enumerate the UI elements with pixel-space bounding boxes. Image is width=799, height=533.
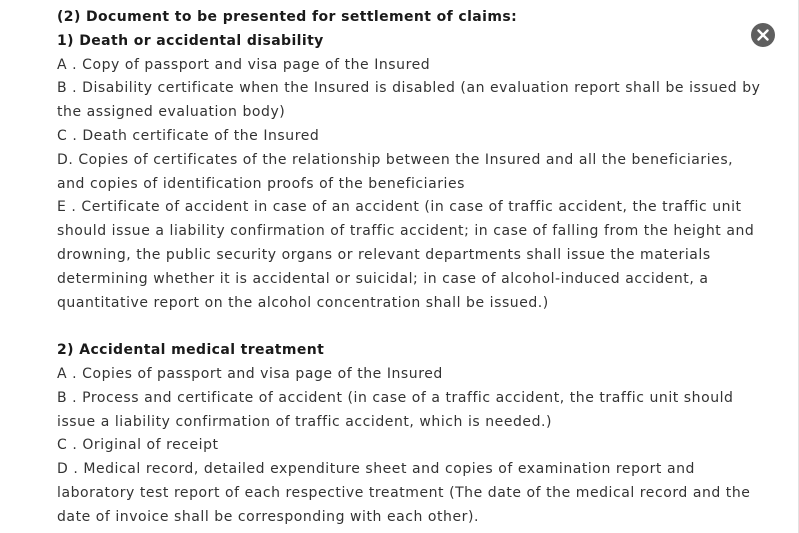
medical-item-a: A . Copies of passport and visa page of the Insured (57, 365, 443, 382)
death-item-e-cont-3: determining whether it is accidental or suicidal; in case of alcohol-induced accident, a (57, 270, 709, 287)
death-item-c: C . Death certificate of the Insured (57, 127, 320, 144)
death-item-b-cont: the assigned evaluation body) (57, 104, 286, 121)
death-item-e-cont-4: quantitative report on the alcohol concentration shall be issued.) (57, 294, 549, 311)
death-item-e: E . Certificate of accident in case of an accident (in case of traffic accident, the traffic unit (57, 199, 742, 216)
death-item-d-cont: and copies of identification proofs of the beneficiaries (57, 175, 465, 192)
medical-item-c: C . Original of receipt (57, 437, 219, 454)
medical-item-d: D . Medical record, detailed expenditure sheet and copies of examination report and (57, 461, 695, 478)
death-item-d: D. Copies of certificates of the relationship between the Insured and all the beneficiaries, (57, 151, 734, 168)
death-item-e-cont-1: should issue a liability confirmation of traffic accident; in case of falling from the height and (57, 223, 755, 240)
section-title: (2) Document to be presented for settlement of claims: (57, 9, 518, 25)
death-item-a: A . Copy of passport and visa page of the Insured (57, 56, 431, 73)
medical-treatment-heading: 2) Accidental medical treatment (57, 342, 325, 359)
death-item-e-cont-2: drowning, the public security organs or relevant departments shall issue the materials (57, 246, 711, 263)
close-button[interactable] (751, 23, 775, 47)
close-icon (751, 23, 775, 47)
section-spacer (57, 315, 747, 339)
dialog-content (57, 6, 761, 530)
death-disability-heading: 1) Death or accidental disability (57, 32, 324, 49)
medical-item-d-cont-2: date of invoice shall be corresponding with each other). (57, 508, 479, 525)
medical-item-b: B . Process and certificate of accident (in case of a traffic accident, the traffic unit should (57, 389, 734, 406)
medical-item-b-cont: issue a liability confirmation of traffic accident, which is needed.) (57, 413, 553, 430)
death-item-b: B . Disability certificate when the Insured is disabled (an evaluation report shall be issued by (57, 80, 761, 97)
medical-item-d-cont-1: laboratory test report of each respective treatment (The date of the medical record and the (57, 484, 751, 501)
